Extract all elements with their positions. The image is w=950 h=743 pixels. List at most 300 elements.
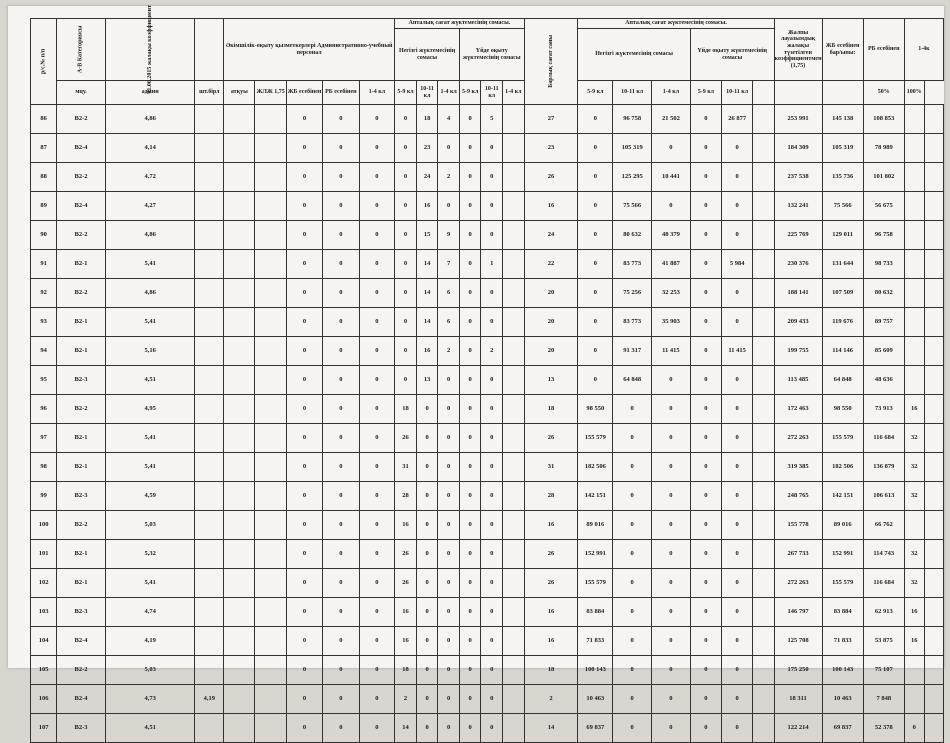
admin-staff-group: Әкімшілік-оқыту қызметкерлері Административно-учебный персонал	[224, 19, 395, 81]
cell-sal: 237 538	[774, 163, 822, 192]
cell-no: 94	[31, 337, 57, 366]
monthly-basic-load: Негізгі жүктемесінің сомасы	[578, 29, 690, 81]
cell-empty	[224, 453, 255, 482]
cell-w59: 14	[416, 308, 438, 337]
cell-h14: 0	[459, 134, 481, 163]
cell-mh59: 0	[721, 192, 752, 221]
table-row	[31, 395, 944, 424]
cell-h59: 0	[481, 540, 503, 569]
cell-empty	[255, 250, 286, 279]
cell-w14: 31	[395, 453, 417, 482]
cell-admin	[195, 105, 224, 134]
table-row	[31, 424, 944, 453]
cell-c: 0	[359, 511, 395, 540]
cell-b: 0	[323, 134, 359, 163]
cell-mh1011	[753, 105, 774, 134]
cell-sal: 125 708	[774, 627, 822, 656]
cell-r1: 0	[904, 714, 924, 743]
cell-m1011: 11 415	[652, 337, 691, 366]
cell-r1: 16	[904, 598, 924, 627]
cell-mh14: 0	[690, 453, 721, 482]
col-coefficient: 01.06.2015 жалақы коэффициент	[105, 19, 195, 81]
cell-a: 0	[286, 540, 322, 569]
cell-m14: 0	[578, 366, 613, 395]
col-total-hours: Барлық сағат саны	[524, 19, 578, 105]
cell-mh14: 0	[690, 714, 721, 743]
cell-cat: В2-1	[57, 308, 106, 337]
cell-empty	[224, 482, 255, 511]
cell-h1011	[503, 337, 525, 366]
cell-admin	[195, 366, 224, 395]
cell-total: 22	[524, 250, 578, 279]
cell-h1011	[503, 424, 525, 453]
cell-a: 0	[286, 685, 322, 714]
cell-cat: В2-2	[57, 511, 106, 540]
cell-m1011: 0	[652, 192, 691, 221]
cell-c: 0	[359, 540, 395, 569]
cell-m1011: 0	[652, 482, 691, 511]
cell-w1011: 0	[438, 192, 460, 221]
cell-w14: 26	[395, 424, 417, 453]
cell-empty	[255, 424, 286, 453]
cell-admin	[195, 482, 224, 511]
cell-empty	[224, 221, 255, 250]
table-row	[31, 540, 944, 569]
cell-h59: 0	[481, 395, 503, 424]
cell-h1011	[503, 192, 525, 221]
cell-r1: 32	[904, 569, 924, 598]
cell-jb: 71 833	[822, 627, 863, 656]
cell-h14: 0	[459, 163, 481, 192]
cell-mh59: 5 984	[721, 250, 752, 279]
cell-c: 0	[359, 250, 395, 279]
cell-jb: 155 579	[822, 424, 863, 453]
cell-b: 0	[323, 424, 359, 453]
cell-no: 87	[31, 134, 57, 163]
cell-rb: 75 107	[863, 656, 904, 685]
cell-empty	[924, 192, 943, 221]
cell-admin	[195, 337, 224, 366]
cell-h14: 0	[459, 221, 481, 250]
cell-mh14: 0	[690, 337, 721, 366]
cell-mh59: 0	[721, 424, 752, 453]
cell-w1011: 0	[438, 656, 460, 685]
cell-jb: 152 991	[822, 540, 863, 569]
cell-h14: 0	[459, 482, 481, 511]
cell-mh14: 0	[690, 221, 721, 250]
cell-a: 0	[286, 569, 322, 598]
cell-coef: 4,59	[105, 482, 195, 511]
cell-r1: 16	[904, 395, 924, 424]
cell-sal: 155 778	[774, 511, 822, 540]
cell-mh1011	[753, 192, 774, 221]
cell-empty	[224, 424, 255, 453]
cell-m59: 0	[613, 395, 652, 424]
cell-jb: 105 319	[822, 134, 863, 163]
cell-r1: 32	[904, 540, 924, 569]
cell-coef: 4,86	[105, 279, 195, 308]
cell-c: 0	[359, 656, 395, 685]
cell-b: 0	[323, 627, 359, 656]
cell-w59: 0	[416, 511, 438, 540]
cell-sal: 230 376	[774, 250, 822, 279]
cell-no: 101	[31, 540, 57, 569]
cell-h14: 0	[459, 337, 481, 366]
cell-m14: 10 463	[578, 685, 613, 714]
cell-mh1011	[753, 134, 774, 163]
cell-m1011: 41 887	[652, 250, 691, 279]
cell-mh14: 0	[690, 685, 721, 714]
cell-w1011: 0	[438, 482, 460, 511]
cell-empty	[255, 685, 286, 714]
cell-w59: 0	[416, 627, 438, 656]
cell-empty	[224, 627, 255, 656]
cell-h14: 0	[459, 598, 481, 627]
cell-mh14: 0	[690, 134, 721, 163]
cell-c: 0	[359, 714, 395, 743]
cell-h1011	[503, 366, 525, 395]
cell-w59: 0	[416, 424, 438, 453]
cell-rb: 114 743	[863, 540, 904, 569]
cell-mh1011	[753, 250, 774, 279]
cell-h1011	[503, 569, 525, 598]
cell-h59: 0	[481, 511, 503, 540]
cell-h1011	[503, 627, 525, 656]
table-row	[31, 627, 944, 656]
cell-h59: 0	[481, 482, 503, 511]
cell-m1011: 0	[652, 656, 691, 685]
cell-admin	[195, 511, 224, 540]
cell-h59: 0	[481, 279, 503, 308]
cell-m1011: 0	[652, 540, 691, 569]
cell-mh59: 0	[721, 540, 752, 569]
cell-empty	[224, 598, 255, 627]
cell-no: 92	[31, 279, 57, 308]
cell-coef: 4,74	[105, 598, 195, 627]
cell-admin	[195, 714, 224, 743]
cell-mh14: 0	[690, 163, 721, 192]
cell-total: 16	[524, 192, 578, 221]
table-row	[31, 453, 944, 482]
cell-mh1011	[753, 424, 774, 453]
cell-h59: 1	[481, 250, 503, 279]
cell-coef: 5,03	[105, 656, 195, 685]
sub-blank-rb	[822, 81, 863, 105]
cell-c: 0	[359, 395, 395, 424]
cell-sal: 272 263	[774, 569, 822, 598]
cell-h59: 0	[481, 453, 503, 482]
cell-h14: 0	[459, 627, 481, 656]
table-row	[31, 250, 944, 279]
sub-mh-14: 1-4 кл	[652, 81, 691, 105]
cell-empty	[924, 627, 943, 656]
cell-mh59: 0	[721, 221, 752, 250]
cell-empty	[224, 105, 255, 134]
cell-a: 0	[286, 105, 322, 134]
cell-empty	[224, 395, 255, 424]
sub-blank-jb	[774, 81, 822, 105]
cell-r1: 32	[904, 482, 924, 511]
cell-r1	[904, 134, 924, 163]
cell-rb: 116 684	[863, 424, 904, 453]
cell-cat: В2-2	[57, 656, 106, 685]
cell-r1	[904, 192, 924, 221]
cell-mh59: 0	[721, 627, 752, 656]
cell-c: 0	[359, 627, 395, 656]
cell-no: 98	[31, 453, 57, 482]
sub-m-1011: 10-11 кл	[613, 81, 652, 105]
cell-w59: 0	[416, 482, 438, 511]
cell-no: 104	[31, 627, 57, 656]
cell-mh1011	[753, 685, 774, 714]
cell-mh1011	[753, 163, 774, 192]
col-right-extra: 1-4к	[904, 19, 943, 81]
cell-h59: 0	[481, 134, 503, 163]
cell-c: 0	[359, 308, 395, 337]
cell-b: 0	[323, 714, 359, 743]
cell-coef: 4,86	[105, 221, 195, 250]
cell-admin	[195, 540, 224, 569]
cell-m1011: 0	[652, 511, 691, 540]
table-row	[31, 366, 944, 395]
sub-atyuy: атқуы	[224, 81, 255, 105]
cell-a: 0	[286, 656, 322, 685]
cell-admin	[195, 656, 224, 685]
cell-c: 0	[359, 337, 395, 366]
col-blank	[195, 19, 224, 81]
col-category: А-В Категориясы	[57, 19, 106, 81]
cell-h14: 0	[459, 366, 481, 395]
cell-empty	[255, 308, 286, 337]
sub-mcu: мцу.	[57, 81, 106, 105]
cell-h14: 0	[459, 395, 481, 424]
cell-w1011: 6	[438, 279, 460, 308]
cell-cat: В2-4	[57, 685, 106, 714]
cell-rb: 48 636	[863, 366, 904, 395]
cell-w14: 0	[395, 192, 417, 221]
cell-rb: 106 613	[863, 482, 904, 511]
cell-mh14: 0	[690, 366, 721, 395]
cell-m1011: 48 379	[652, 221, 691, 250]
cell-c: 0	[359, 453, 395, 482]
cell-empty	[255, 105, 286, 134]
cell-c: 0	[359, 163, 395, 192]
cell-m14: 0	[578, 221, 613, 250]
cell-total: 28	[524, 482, 578, 511]
cell-w59: 0	[416, 395, 438, 424]
cell-no: 103	[31, 598, 57, 627]
cell-m59: 75 256	[613, 279, 652, 308]
cell-w59: 18	[416, 105, 438, 134]
cell-m59: 96 758	[613, 105, 652, 134]
cell-total: 16	[524, 598, 578, 627]
cell-w59: 0	[416, 685, 438, 714]
cell-cat: В2-1	[57, 337, 106, 366]
cell-coef: 4,51	[105, 714, 195, 743]
cell-cat: В2-1	[57, 453, 106, 482]
cell-w1011: 4	[438, 105, 460, 134]
cell-m1011: 0	[652, 685, 691, 714]
cell-m59: 105 319	[613, 134, 652, 163]
cell-mh59: 0	[721, 511, 752, 540]
cell-mh14: 0	[690, 308, 721, 337]
cell-empty	[255, 627, 286, 656]
cell-empty	[924, 482, 943, 511]
cell-jb: 75 566	[822, 192, 863, 221]
cell-h14: 0	[459, 656, 481, 685]
sub-rb: РБ есебінен	[323, 81, 359, 105]
cell-no: 88	[31, 163, 57, 192]
cell-r1: 32	[904, 453, 924, 482]
cell-b: 0	[323, 279, 359, 308]
cell-cat: В2-4	[57, 134, 106, 163]
cell-coef: 4,86	[105, 105, 195, 134]
cell-h14: 0	[459, 308, 481, 337]
cell-mh1011	[753, 511, 774, 540]
cell-empty	[224, 279, 255, 308]
cell-mh59: 0	[721, 279, 752, 308]
cell-m1011: 35 903	[652, 308, 691, 337]
cell-m14: 89 016	[578, 511, 613, 540]
cell-mh14: 0	[690, 569, 721, 598]
cell-c: 0	[359, 598, 395, 627]
cell-m1011: 0	[652, 627, 691, 656]
cell-a: 0	[286, 134, 322, 163]
cell-h59: 0	[481, 685, 503, 714]
cell-no: 96	[31, 395, 57, 424]
cell-h14: 0	[459, 511, 481, 540]
cell-empty	[924, 569, 943, 598]
cell-sal: 18 311	[774, 685, 822, 714]
cell-mh59: 26 877	[721, 105, 752, 134]
cell-a: 0	[286, 714, 322, 743]
cell-mh14: 0	[690, 250, 721, 279]
cell-mh1011	[753, 308, 774, 337]
cell-coef: 4,19	[105, 627, 195, 656]
cell-jb: 100 143	[822, 656, 863, 685]
cell-empty	[224, 714, 255, 743]
cell-h14: 0	[459, 279, 481, 308]
cell-cat: В2-2	[57, 279, 106, 308]
sub-m-14: 1-4 кл	[503, 81, 525, 105]
cell-mh59: 0	[721, 685, 752, 714]
cell-coef: 5,41	[105, 250, 195, 279]
cell-no: 99	[31, 482, 57, 511]
cell-m14: 0	[578, 279, 613, 308]
cell-jb: 142 151	[822, 482, 863, 511]
cell-w14: 0	[395, 163, 417, 192]
cell-empty	[255, 540, 286, 569]
cell-total: 26	[524, 540, 578, 569]
pct-100: 100%	[904, 81, 924, 105]
cell-total: 16	[524, 511, 578, 540]
cell-h59: 0	[481, 424, 503, 453]
cell-mh1011	[753, 337, 774, 366]
cell-m59: 80 632	[613, 221, 652, 250]
cell-w1011: 0	[438, 569, 460, 598]
cell-h59: 0	[481, 598, 503, 627]
cell-r1	[904, 511, 924, 540]
cell-mh59: 11 415	[721, 337, 752, 366]
cell-w14: 16	[395, 511, 417, 540]
cell-h59: 0	[481, 221, 503, 250]
sub-shtbird: шт.бірл	[195, 81, 224, 105]
cell-cat: В2-2	[57, 221, 106, 250]
cell-coef: 5,16	[105, 337, 195, 366]
cell-h59: 0	[481, 656, 503, 685]
cell-empty	[924, 337, 943, 366]
cell-sal: 172 463	[774, 395, 822, 424]
cell-cat: В2-4	[57, 192, 106, 221]
cell-mh59: 0	[721, 598, 752, 627]
sub-jb: ЖБ есебінен	[286, 81, 322, 105]
cell-empty	[255, 511, 286, 540]
cell-sal: 113 485	[774, 366, 822, 395]
cell-rb: 73 913	[863, 395, 904, 424]
cell-m59: 83 773	[613, 308, 652, 337]
cell-mh59: 0	[721, 569, 752, 598]
cell-cat: В2-1	[57, 424, 106, 453]
cell-coef: 4,51	[105, 366, 195, 395]
cell-jb: 64 848	[822, 366, 863, 395]
cell-empty	[255, 279, 286, 308]
cell-m1011: 0	[652, 134, 691, 163]
cell-coef: 5,41	[105, 569, 195, 598]
cell-r1	[904, 656, 924, 685]
cell-no: 97	[31, 424, 57, 453]
cell-empty	[924, 453, 943, 482]
cell-empty	[255, 714, 286, 743]
cell-sal: 175 250	[774, 656, 822, 685]
cell-jb: 107 509	[822, 279, 863, 308]
cell-total: 20	[524, 337, 578, 366]
cell-jb: 135 736	[822, 163, 863, 192]
cell-b: 0	[323, 395, 359, 424]
cell-admin	[195, 134, 224, 163]
cell-w59: 0	[416, 714, 438, 743]
cell-w59: 0	[416, 598, 438, 627]
cell-h1011	[503, 308, 525, 337]
col-jb-funded: ЖБ есебінен бар/ыпы:	[822, 19, 863, 81]
cell-m14: 152 991	[578, 540, 613, 569]
cell-h59: 0	[481, 163, 503, 192]
cell-r1	[904, 250, 924, 279]
cell-sal: 319 385	[774, 453, 822, 482]
cell-mh59: 0	[721, 163, 752, 192]
cell-empty	[924, 279, 943, 308]
cell-total: 26	[524, 424, 578, 453]
cell-w59: 15	[416, 221, 438, 250]
cell-coef: 5,03	[105, 511, 195, 540]
cell-admin	[195, 192, 224, 221]
cell-w1011: 0	[438, 685, 460, 714]
cell-jb: 69 837	[822, 714, 863, 743]
cell-h14: 0	[459, 105, 481, 134]
cell-mh59: 0	[721, 453, 752, 482]
cell-m59: 0	[613, 424, 652, 453]
cell-w59: 13	[416, 366, 438, 395]
cell-c: 0	[359, 482, 395, 511]
cell-c: 0	[359, 424, 395, 453]
cell-no: 106	[31, 685, 57, 714]
cell-w14: 0	[395, 308, 417, 337]
cell-cat: В2-3	[57, 714, 106, 743]
cell-admin	[195, 598, 224, 627]
cell-h1011	[503, 134, 525, 163]
cell-w1011: 0	[438, 714, 460, 743]
cell-no: 93	[31, 308, 57, 337]
cell-admin	[195, 424, 224, 453]
